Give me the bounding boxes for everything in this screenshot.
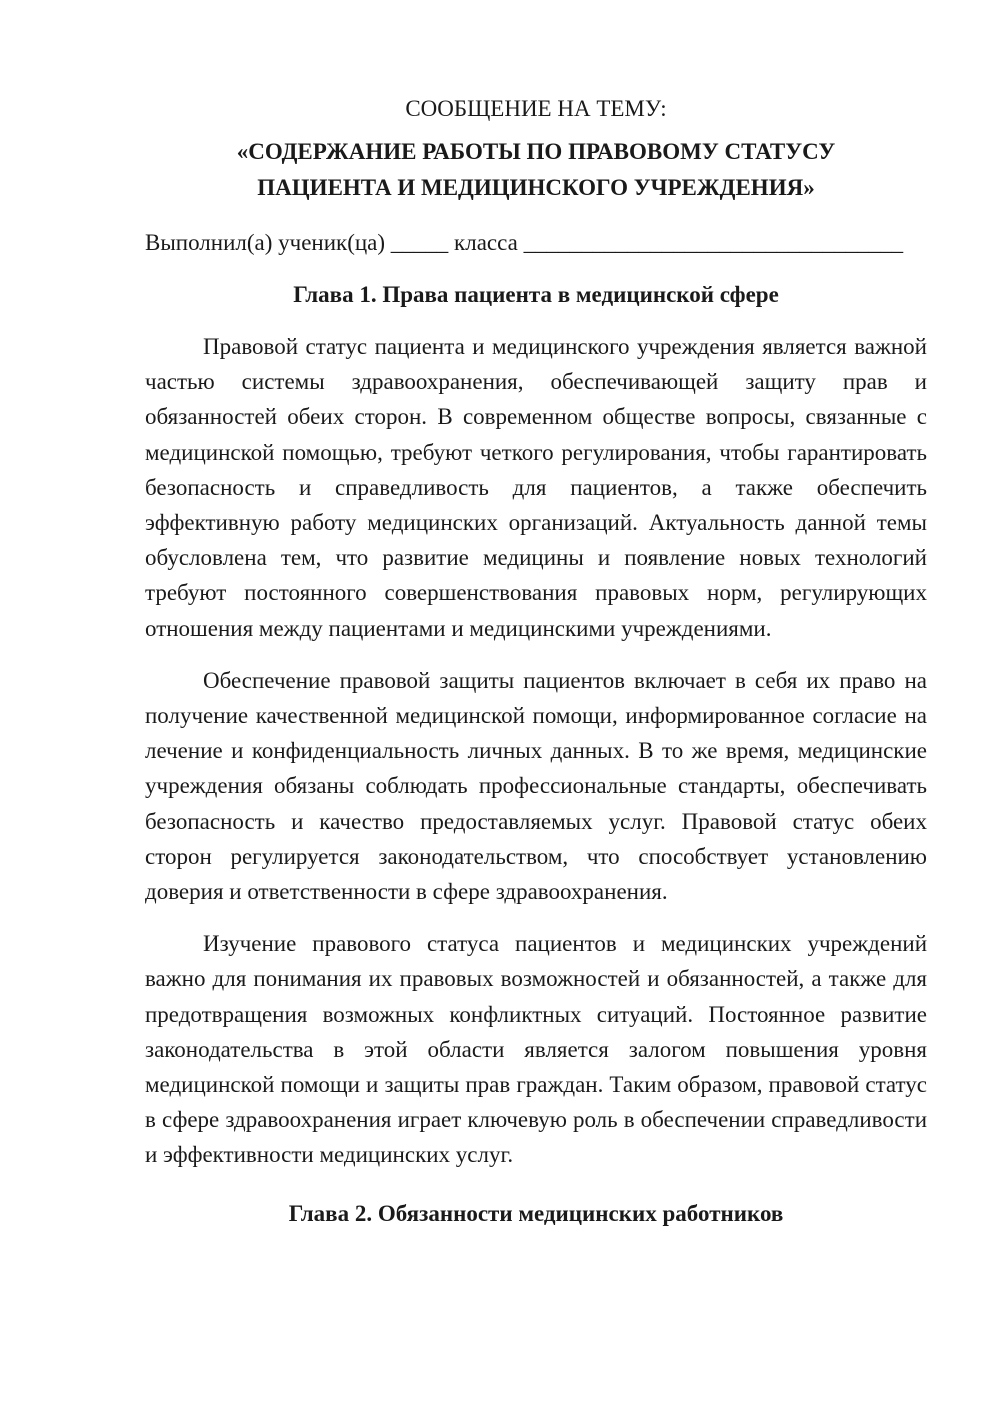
document-title [145,134,927,206]
document-page [145,92,927,1231]
paragraph-3: Изучение правового статуса пациентов и медицинских учреждений важно для понимания их правовых возможностей и обязанностей, а также для предотвращения возможных конфликтных ситуаций. Постоянное развитие законодательства в этой области является залогом повышения уровня медицинской помощи и защиты прав граждан. Таким образом, правовой статус в сфере здравоохранения играет ключевую роль в обеспечении справедливости и эффективности медицинских услуг. [145,931,927,1168]
document-title-line-2: ПАЦИЕНТА И МЕДИЦИНСКОГО УЧРЕЖДЕНИЯ» [257,175,815,200]
chapter-1-heading: Глава 1. Права пациента в медицинской сфере [293,282,779,307]
paragraph-1: Правовой статус пациента и медицинского учреждения является важной частью системы здравоохранения, обеспечивающей защиту прав и обязанностей обеих сторон. В современном обществе вопросы, связанные с медицинской помощью, требуют четкого регулирования, чтобы гарантировать безопасность и справедливость для пациентов, а также обеспечить эффективную работу медицинских организаций. Актуальность данной темы обусловлена тем, что развитие медицины и появление новых технологий требуют постоянного совершенствования правовых норм, регулирующих отношения между пациентами и медицинскими учреждениями. [145,334,927,641]
chapter-2-heading: Глава 2. Обязанности медицинских работников [288,1200,784,1226]
document-topic: СООБЩЕНИЕ НА ТЕМУ: [405,96,667,121]
paragraph-2: Обеспечение правовой защиты пациентов включает в себя их право на получение качественной медицинской помощи, информированное согласие на лечение и конфиденциальность личных данных. В то же время, медицинские учреждения обязаны соблюдать профессиональные стандарты, обеспечивать безопасность и качество предоставляемых услуг. Правовой статус обеих сторон регулируется законодательством, что способствует установлению доверия и ответственности в сфере здравоохранения. [145,667,927,905]
document-title-line-1: «СОДЕРЖАНИЕ РАБОТЫ ПО ПРАВОВОМУ СТАТУСУ [236,139,836,164]
author-line: Выполнил(а) ученик(ца) _____ класса _________________________________ [145,230,904,255]
